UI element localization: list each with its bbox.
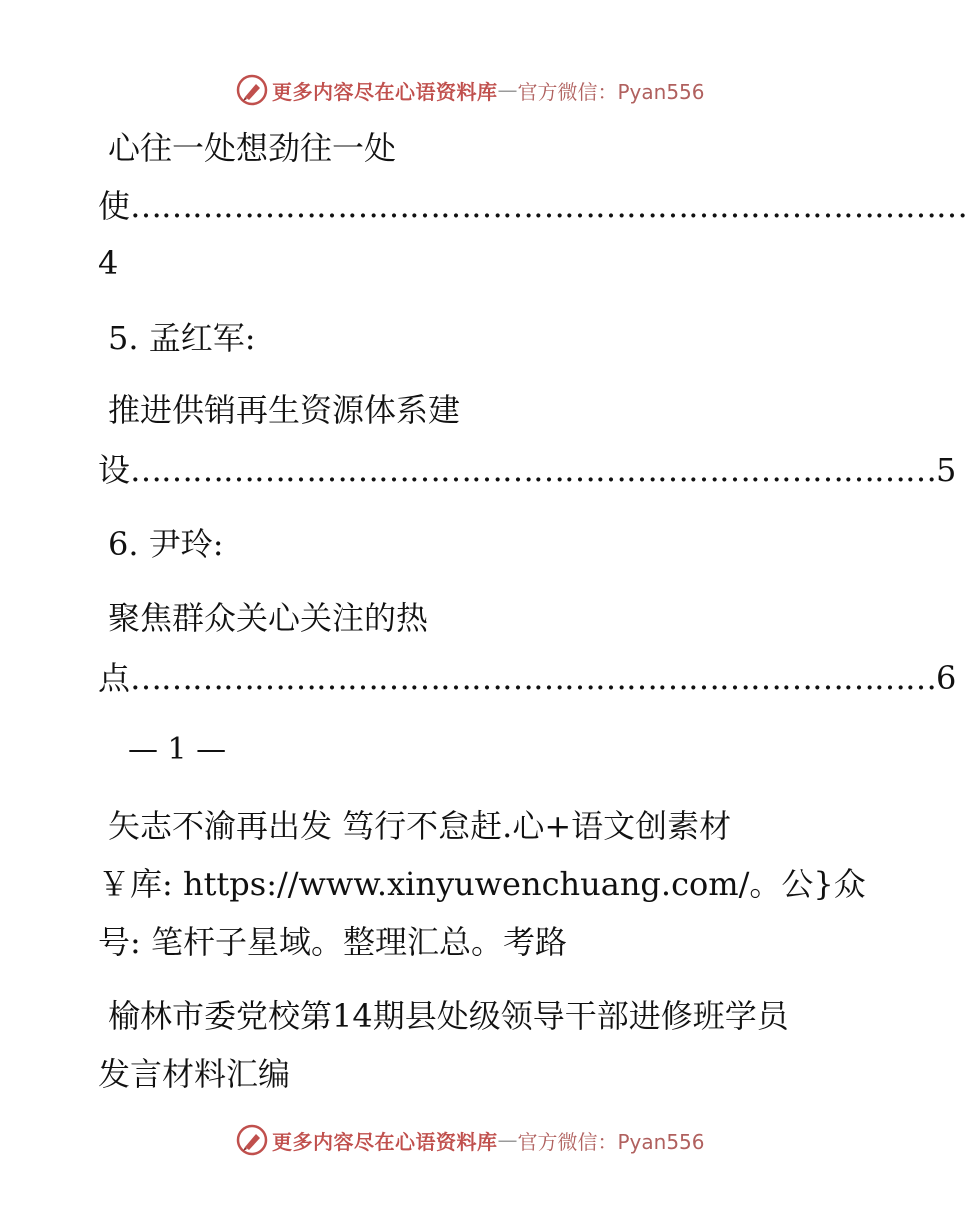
watermark-wechat: 官方微信：Pyan556 xyxy=(517,79,705,104)
toc-entry-5-dots: …………………………………………………………………… xyxy=(130,451,937,489)
toc-entry-5-author: 5. 孟红军: xyxy=(108,319,256,357)
toc-entry-4-dots: ……………………………………………………………………… xyxy=(130,187,967,225)
toc-entry-6-title: 聚焦群众关心关注的热 xyxy=(108,599,429,637)
watermark-wechat: 官方微信：Pyan556 xyxy=(517,1129,705,1154)
toc-entry-4-page: 4 xyxy=(98,244,119,282)
toc-entry-5-title: 推进供销再生资源体系建 xyxy=(108,391,461,429)
toc-entry-4-leader xyxy=(98,186,967,226)
doc-title-line-2: 发言材料汇编 xyxy=(98,1055,291,1093)
slogan-line-2: ￥库: https://www.xinyuwenchuang.com/。公}众 xyxy=(98,865,866,903)
watermark-brand: 更多内容尽在心语资料库 xyxy=(272,79,498,104)
toc-entry-6-author: 6. 尹玲: xyxy=(108,525,224,563)
slogan-line-3: 号: 笔杆子星域。整理汇总。考路 xyxy=(98,923,567,961)
watermark-brand: 更多内容尽在心语资料库 xyxy=(272,1129,498,1154)
watermark-separator: — xyxy=(497,1128,518,1152)
toc-entry-4-title: 心往一处想劲往一处 xyxy=(108,129,397,167)
toc-entry-6-title-tail: 点 xyxy=(98,659,131,697)
toc-entry-5-page: 5 xyxy=(936,451,957,489)
toc-entry-4-title-tail: 使 xyxy=(98,187,131,225)
page-number: — 1 — xyxy=(128,732,227,767)
footer-watermark xyxy=(236,1122,705,1158)
pen-logo-icon xyxy=(236,74,268,106)
watermark-separator: — xyxy=(497,78,518,102)
toc-entry-5-leader xyxy=(98,450,956,490)
toc-entry-6-dots: …………………………………………………………………… xyxy=(130,659,937,697)
toc-entry-6-leader xyxy=(98,658,956,698)
pen-logo-icon xyxy=(236,1124,268,1156)
doc-title-line-1: 榆林市委党校第14期县处级领导干部进修班学员 xyxy=(108,997,789,1035)
toc-entry-5-title-tail: 设 xyxy=(98,451,131,489)
header-watermark xyxy=(236,72,705,108)
slogan-line-1: 矢志不渝再出发 笃行不怠赶.心+语文创素材 xyxy=(108,807,732,845)
toc-entry-6-page: 6 xyxy=(936,659,957,697)
